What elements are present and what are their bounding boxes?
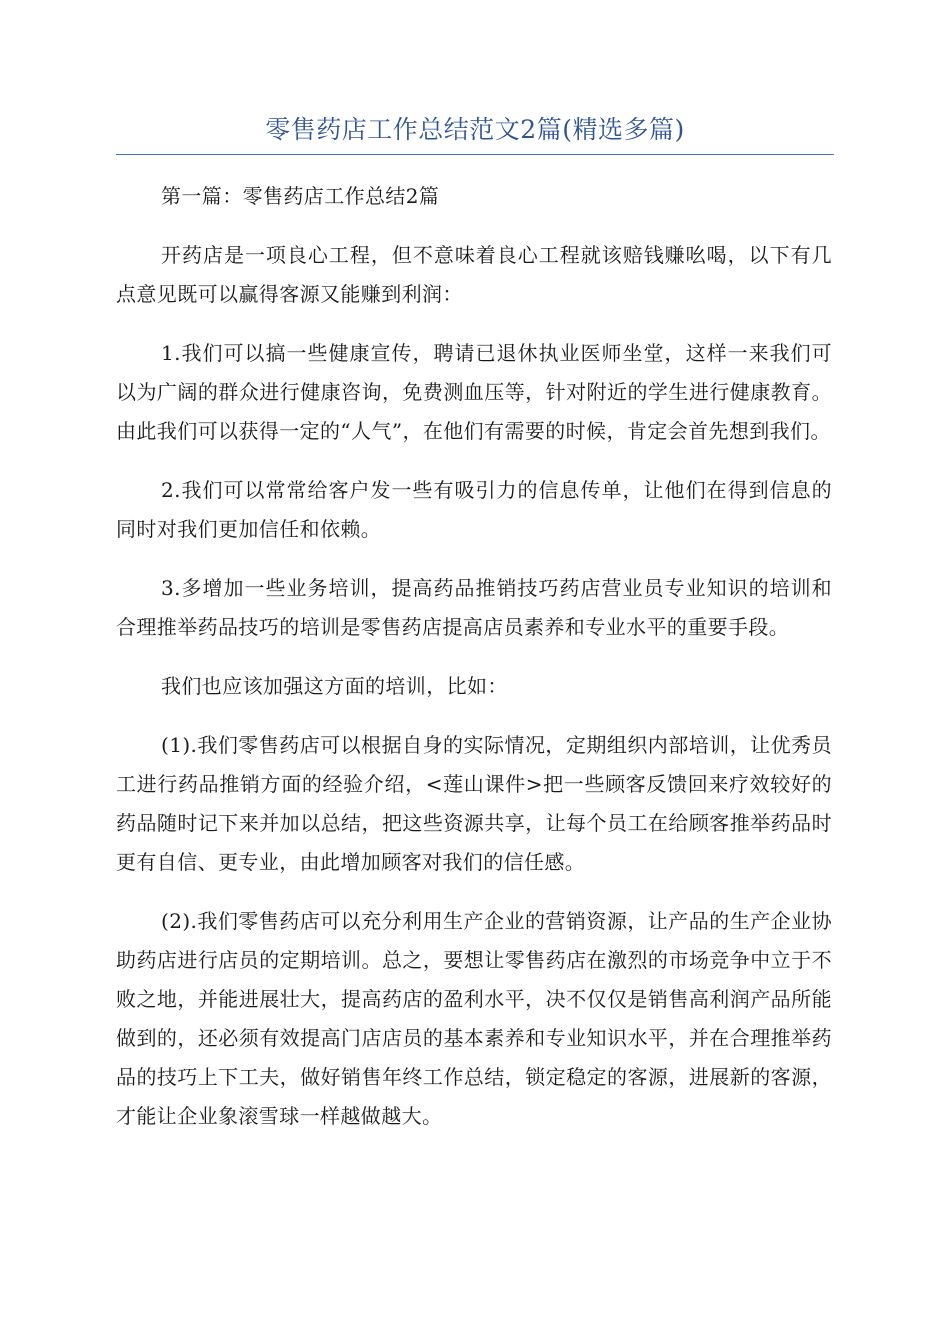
intro-paragraph: 开药店是一项良心工程，但不意味着良心工程就该赔钱赚吆喝，以下有几点意见既可以赢得客源又能赚到利润： bbox=[116, 243, 832, 306]
training-intro-paragraph: 我们也应该加强这方面的培训，比如： bbox=[161, 674, 508, 698]
subpoint-2-paragraph: (2).我们零售药店可以充分利用生产企业的营销资源，让产品的生产企业协助药店进行店员的定期培训。总之，要想让零售药店在激烈的市场竞争中立于不败之地，并能进展壮大，提高药店的盈利水平，决不仅仅是销售高利润产品所能做到的，还必须有效提高门店店员的基本素养和专业知识水平，并在合理推举药品的技巧上下工夫，做好销售年终工作总结，锁定稳定的客源，进展新的客源，才能让企业象滚雪球一样越做越大。 bbox=[116, 909, 832, 1128]
document-title: 零售药店工作总结范文2篇(精选多篇) bbox=[265, 115, 685, 144]
document-body bbox=[116, 177, 832, 1156]
point-3-paragraph: 3.多增加一些业务培训，提高药品推销技巧药店营业员专业知识的培训和合理推举药品技巧的培训是零售药店提高店员素养和专业水平的重要手段。 bbox=[116, 576, 832, 639]
point-1-paragraph: 1.我们可以搞一些健康宣传，聘请已退休执业医师坐堂，这样一来我们可以为广阔的群众进行健康咨询，免费测血压等，针对附近的学生进行健康教育。由此我们可以获得一定的“人气”，在他们有需要的时候，肯定会首先想到我们。 bbox=[116, 341, 832, 443]
title-underline bbox=[116, 154, 834, 155]
section-heading: 第一篇：零售药店工作总结2篇 bbox=[161, 184, 440, 208]
point-2-paragraph: 2.我们可以常常给客户发一些有吸引力的信息传单，让他们在得到信息的同时对我们更加信任和依赖。 bbox=[116, 478, 832, 541]
subpoint-1-paragraph: (1).我们零售药店可以根据自身的实际情况，定期组织内部培训，让优秀员工进行药品推销方面的经验介绍，<莲山课件>把一些顾客反馈回来疗效较好的药品随时记下来并加以总结，把这些资源共享，让每个员工在给顾客推举药品时更有自信、更专业，由此增加顾客对我们的信任感。 bbox=[116, 733, 832, 874]
